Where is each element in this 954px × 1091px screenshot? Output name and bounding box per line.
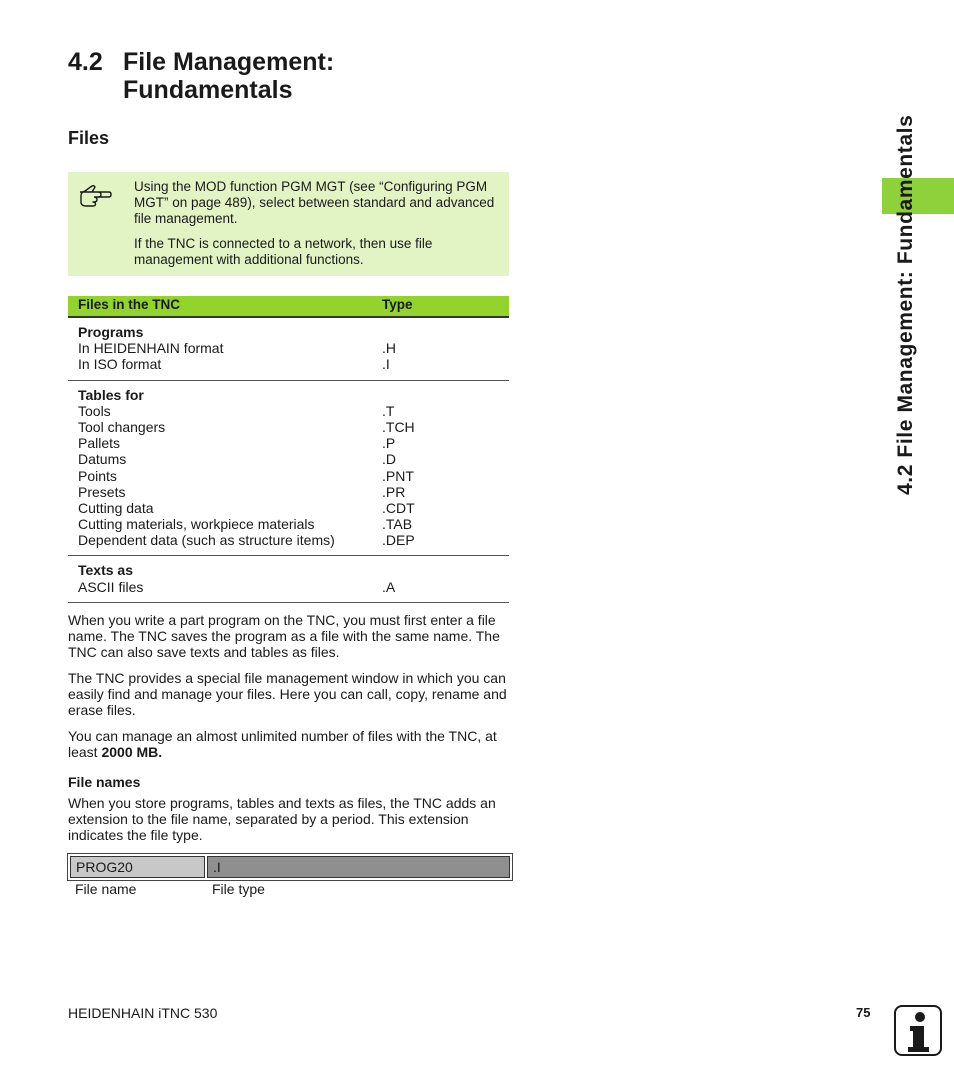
table-row <box>68 340 509 356</box>
row-ext: .PR <box>382 483 406 500</box>
row-ext: .I <box>382 356 390 373</box>
table-row <box>68 532 509 548</box>
row-label: Dependent data (such as structure items) <box>78 532 335 549</box>
page-number: 75 <box>856 1005 871 1020</box>
row-label: Pallets <box>78 435 121 452</box>
body-paragraph-3-text: You can manage an almost unlimited number of files with the TNC, at least <box>68 728 497 760</box>
file-names-heading: File names <box>68 774 141 790</box>
note-paragraph-1: Using the MOD function PGM MGT (see “Configuring PGM MGT” on page 489), select between standard and advanced file management. <box>134 179 495 226</box>
table-row <box>68 356 509 372</box>
row-ext: .D <box>382 451 396 468</box>
table-row <box>68 403 509 419</box>
column-type: Type <box>382 297 413 312</box>
table-group-tables <box>68 381 509 557</box>
footer-product: HEIDENHAIN iTNC 530 <box>68 1005 218 1021</box>
row-label: Cutting materials, workpiece materials <box>78 516 315 533</box>
filename-ext-field: .I <box>207 856 510 878</box>
info-glyph-icon <box>896 1007 940 1054</box>
table-row <box>68 435 509 451</box>
row-ext: .A <box>382 578 396 595</box>
table-row <box>68 451 509 467</box>
table-group-programs <box>68 318 509 381</box>
caption-file-name: File name <box>75 881 137 897</box>
note-paragraph-2: If the TNC is connected to a network, then use file management with additional functions. <box>134 236 433 267</box>
column-files: Files in the TNC <box>78 297 181 312</box>
chapter-title-line2: Fundamentals <box>123 76 293 104</box>
body-paragraph-4: When you store programs, tables and texts as files, the TNC adds an extension to the file name, separated by a period. This extension indicates the file type. <box>68 795 496 843</box>
body-paragraph-2: The TNC provides a special file management window in which you can easily find and manage your files. Here you can call, copy, rename and erase files. <box>68 670 507 718</box>
table-row <box>68 419 509 435</box>
table-header <box>68 296 509 318</box>
pointing-hand-icon <box>78 182 112 208</box>
row-label: Tool changers <box>78 418 166 435</box>
row-label: Tools <box>78 402 111 419</box>
files-table <box>68 296 509 603</box>
section-title: Files <box>68 128 110 148</box>
body-paragraph-1: When you write a part program on the TNC, you must first enter a file name. The TNC saves the program as a file with the same name. The TNC can also save texts and tables as files. <box>68 612 500 660</box>
chapter-tab <box>882 178 954 214</box>
table-row <box>68 516 509 532</box>
chapter-title <box>68 48 334 104</box>
sidebar-title-text: 4.2 File Management: Fundamentals <box>894 114 917 495</box>
filename-name-field: PROG20 <box>70 856 205 878</box>
body-paragraph-3-bold: 2000 MB. <box>101 744 163 760</box>
table-row <box>68 484 509 500</box>
row-ext: .TAB <box>382 516 413 533</box>
row-ext: .TCH <box>382 418 415 435</box>
chapter-number: 4.2 <box>68 48 103 76</box>
row-label: Points <box>78 467 117 484</box>
table-group-texts <box>68 556 509 602</box>
group-heading: Programs <box>78 324 144 340</box>
row-label: Cutting data <box>78 499 154 516</box>
info-icon[interactable] <box>894 1005 942 1056</box>
row-ext: .CDT <box>382 499 415 516</box>
row-ext: .T <box>382 402 395 419</box>
group-heading: Texts as <box>78 562 133 579</box>
filename-example <box>67 853 513 881</box>
table-row <box>68 579 509 595</box>
row-label: Datums <box>78 451 127 468</box>
table-row <box>68 468 509 484</box>
row-label: In ISO format <box>78 356 162 373</box>
row-ext: .DEP <box>382 532 415 549</box>
row-ext: .H <box>382 340 396 357</box>
row-label: Presets <box>78 483 126 500</box>
table-row <box>68 500 509 516</box>
body-paragraph-3 <box>68 728 509 760</box>
row-label: In HEIDENHAIN format <box>78 340 224 357</box>
row-label: ASCII files <box>78 578 144 595</box>
note-box <box>68 172 509 276</box>
group-heading: Tables for <box>78 386 144 403</box>
row-ext: .P <box>382 435 396 452</box>
row-ext: .PNT <box>382 467 414 484</box>
caption-file-type: File type <box>212 881 265 897</box>
chapter-title-line1: File Management: <box>123 48 335 76</box>
